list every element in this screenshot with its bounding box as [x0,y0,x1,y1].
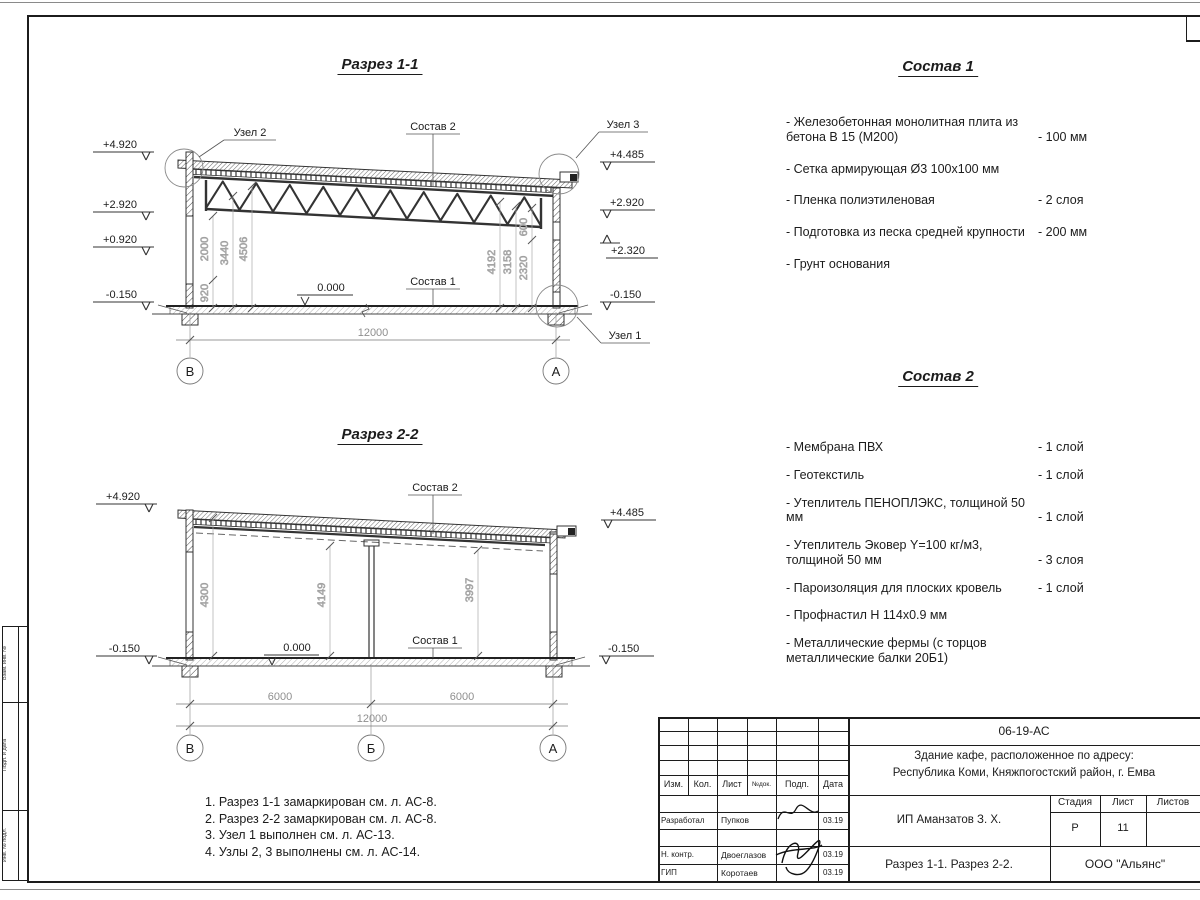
list-item: - Сетка армирующая Ø3 100х100 мм [786,161,1000,176]
elev2-minus0150-left: -0.150 [108,643,140,655]
axis2-v: В [185,741,195,756]
row-date: 03.19 [822,868,844,877]
list-item: - Мембрана ПВХ - 1 слой [786,440,1084,454]
node1-label: Узел 1 [608,330,642,342]
elev-4920: +4.920 [103,139,137,151]
col-podp: Подп. [785,779,809,790]
list-item: - Утеплитель ПЕНОПЛЭКС, толщиной 50 мм - 1 слой [786,495,1084,525]
list-item: - Утеплитель Эковер Y=100 кг/м3, толщиной 50 мм - 3 слоя [786,538,1084,567]
bottom-dim [176,312,570,384]
org-name: ООО "Альянс" [1084,856,1166,871]
elevation-marks-right [600,149,658,310]
sheet-edge-top [0,2,1200,3]
list-item: - Геотекстиль - 1 слой [786,467,1084,482]
sostav1-callout: Состав 1 [410,276,456,288]
dim-4506: 4506 [238,236,250,262]
section-2-2-drawing [60,430,700,765]
margin-cell-line3 [2,810,27,811]
roof-2 [178,510,565,551]
notes-block [205,794,437,860]
node3-label: Узел 3 [606,119,640,131]
sheet-label: Лист [1112,797,1134,809]
row-role: Н. контр. [661,850,695,859]
dim-12000-2: 12000 [356,713,388,725]
signature-marks [772,793,824,881]
dim-3158: 3158 [502,249,514,275]
sostav2-callout: Состав 2 [410,121,456,133]
note-line: 1. Разрез 1-1 замаркирован см. л. АС-8. [205,795,437,809]
note-line: 2. Разрез 2-2 замаркирован см. л. АС-8. [205,811,437,826]
elev-4485: +4.485 [610,149,644,161]
elevation-marks-left [93,139,154,310]
sheet-name: Разрез 1-1. Разрез 2-2. [885,856,1013,871]
stage-value: Р [1071,822,1079,835]
elev-minus0150-right: -0.150 [610,289,642,301]
elev-0920: +0.920 [103,234,137,246]
object-name: Здание кафе, расположенное по адресу: Республика Коми, Княжпогостский район, г. Емва [892,750,1156,779]
list-item: - Пленка полиэтиленовая - 2 слоя [786,193,1084,208]
list-item: - Пароизоляция для плоских кровель - 1 слой [786,580,1084,595]
col-data: Дата [823,779,843,790]
axis-v: В [185,364,195,379]
row-name: Пупков [721,815,750,826]
node2-label: Узел 2 [233,127,267,139]
elev-minus0150-left: -0.150 [105,289,137,301]
col-list: Лист [722,779,742,790]
margin-cell-line4 [2,880,27,881]
margin-cell-line2 [2,702,27,703]
roof-slab [178,160,572,193]
floor-slab [152,304,592,325]
dim-600: 600 [518,217,530,237]
section-2-2-title: Разрез 2-2 [337,426,422,445]
row-name: Коротаев [721,867,758,878]
elev-2920-right: +2.920 [610,197,644,209]
dim-2320: 2320 [518,255,530,281]
margin-cell-line1 [2,626,27,627]
dim-4149: 4149 [316,582,328,608]
dim-3997: 3997 [464,577,476,603]
sostav1-title: Состав 1 [898,58,978,77]
col-ndok: №док. [751,780,772,788]
frame-corner-cell-line [1186,15,1187,41]
row-role: Разработал [661,815,705,825]
margin-cells-inner [18,626,19,880]
list-item: - Металлические фермы (с торцов металлические балки 20Б1) [786,636,987,665]
list-item: - Профнастил Н 114х0.9 мм [786,608,948,623]
col-kol: Кол. [693,779,712,790]
doc-number: 06-19-АС [998,723,1050,738]
dim-6000-2: 6000 [449,691,475,703]
list-item: - Грунт основания [786,256,891,271]
note-line: 4. Узлы 2, 3 выполнены см. л. АС-14. [205,844,421,859]
frame-left [27,15,29,882]
zero-mark-label: 0.000 [317,282,345,294]
client-name: ИП Аманзатов З. Х. [896,814,1002,827]
dim-12000: 12000 [357,327,389,339]
frame-corner-cell-bottom [1186,40,1200,42]
row-date: 03.19 [822,850,844,859]
margin-label-vzam: Взам. инв. № [2,645,8,681]
dim-4192: 4192 [486,249,498,275]
dim-2000: 2000 [199,236,211,262]
row-name: Двоеглазов [721,849,767,860]
elev-2920: +2.920 [103,199,137,211]
stage-label: Стадия [1057,797,1093,809]
section-1-1-title: Разрез 1-1 [337,56,422,75]
dim-6000-1: 6000 [267,691,293,703]
margin-label-inv: Инв. № подл. [2,827,8,863]
dims-right [486,198,536,312]
sostav1-callout-2: Состав 1 [412,635,458,647]
list-item: - Подготовка из песка средней крупности - 200 мм [786,225,1088,239]
margin-label-podp: Подп. и дата [2,738,8,772]
dim-4300: 4300 [199,582,211,608]
row-role: ГИП [661,868,677,877]
sheets-label: Листов [1156,797,1190,809]
sheet-edge-bottom [0,889,1200,890]
sostav1-list [786,115,1181,272]
dim-920: 920 [199,283,211,303]
sostav2-title: Состав 2 [898,368,978,387]
sostav2-callout-2: Состав 2 [412,482,458,494]
bottom-dims-2 [176,664,568,761]
zero-mark-2: 0.000 [283,642,311,654]
axis-a: А [551,364,561,379]
elev2-4485: +4.485 [610,507,644,519]
axis2-a: А [548,741,558,756]
list-item: - Железобетонная монолитная плита из бетона В 15 (М200) - 100 мм [786,115,1088,144]
note-line: 3. Узел 1 выполнен см. л. АС-13. [205,828,395,842]
section-1-1-drawing [60,100,700,400]
elev-2320: +2.320 [611,245,645,257]
dim-3440: 3440 [219,240,231,266]
row-date: 03.19 [822,815,844,825]
sostav2-list [786,440,1181,666]
elev2-minus0150-right: -0.150 [608,643,640,655]
callouts-2 [264,482,462,665]
axis2-b: Б [366,741,376,756]
frame-top [27,15,1200,17]
dims-left [199,182,256,312]
elev2-4920: +4.920 [106,491,140,503]
col-izm: Изм. [663,779,684,790]
sheet-number: 11 [1117,822,1129,835]
